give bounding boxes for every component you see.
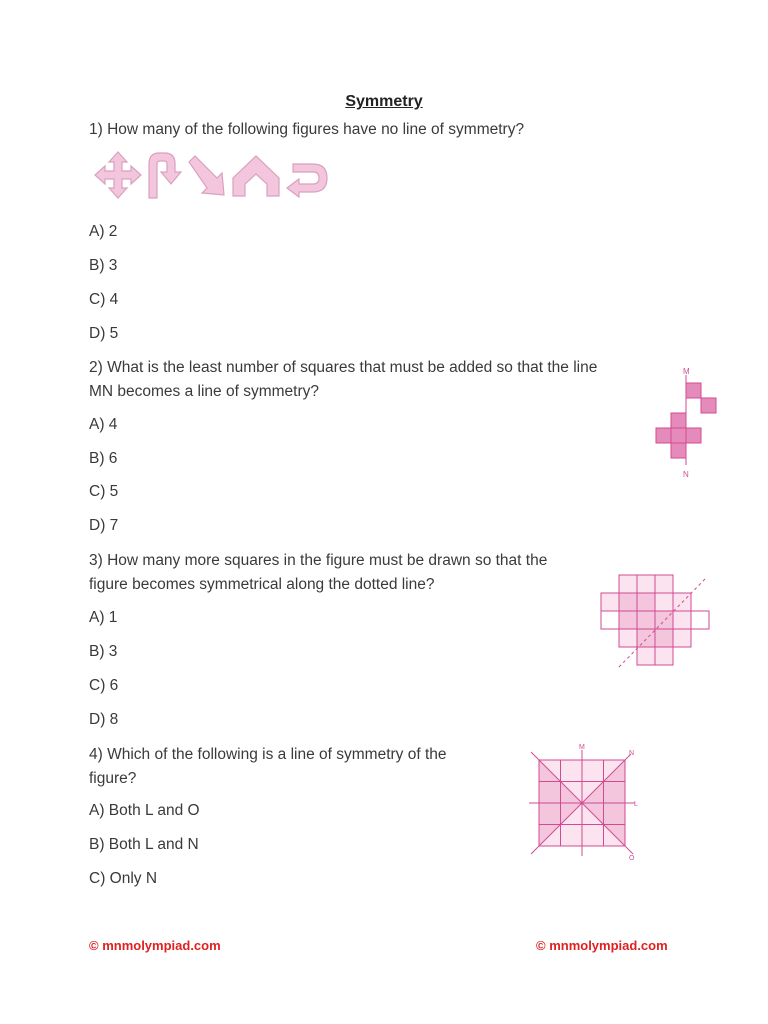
q4-option-b: B) Both L and N [89, 836, 199, 853]
q2-option-d: D) 7 [89, 517, 119, 534]
question-4-text-line-1: 4) Which of the following is a line of symmetry of the [89, 746, 447, 763]
question-4-figure [525, 742, 640, 862]
question-3-text-line-1: 3) How many more squares in the figure must be drawn so that the [89, 552, 548, 569]
label-n: N [683, 470, 689, 479]
question-2-text-line-2: MN becomes a line of symmetry? [89, 383, 319, 400]
hook-arrow-icon [149, 153, 181, 198]
question-2-figure [650, 365, 725, 485]
question-2-text-line-1: 2) What is the least number of squares that must be added so that the line [89, 359, 598, 376]
q1-option-a: A) 2 [89, 223, 118, 240]
q1-option-c: C) 4 [89, 291, 119, 308]
label-o: O [629, 855, 635, 862]
q2-option-b: B) 6 [89, 450, 118, 467]
label-m: M [579, 744, 585, 751]
q3-option-a: A) 1 [89, 609, 118, 626]
q3-option-d: D) 8 [89, 711, 119, 728]
q4-option-c: C) Only N [89, 870, 158, 887]
label-l: L [634, 801, 638, 808]
q4-option-a: A) Both L and O [89, 802, 200, 819]
diagonal-arrow-icon [189, 156, 224, 195]
q3-option-c: C) 6 [89, 677, 119, 694]
q1-option-b: B) 3 [89, 257, 118, 274]
q3-option-b: B) 3 [89, 643, 118, 660]
page-title: Symmetry [345, 93, 423, 110]
question-4-text-line-2: figure? [89, 770, 137, 787]
footer-copyright-left: © mnmolympiad.com [89, 938, 221, 953]
four-way-arrow-icon [95, 152, 141, 198]
u-turn-arrow-icon [287, 164, 327, 197]
footer-copyright-right: © mnmolympiad.com [536, 938, 668, 953]
question-3-text-line-2: figure becomes symmetrical along the dotted line? [89, 576, 435, 593]
q1-option-d: D) 5 [89, 325, 119, 342]
question-1-text: 1) How many of the following figures have no line of symmetry? [89, 121, 525, 138]
question-1-figures [93, 150, 333, 200]
question-3-figure [597, 573, 709, 671]
label-n: N [629, 750, 635, 757]
q2-option-c: C) 5 [89, 483, 119, 500]
roof-arrow-icon [233, 156, 279, 196]
label-m: M [683, 367, 690, 376]
q2-option-a: A) 4 [89, 416, 118, 433]
